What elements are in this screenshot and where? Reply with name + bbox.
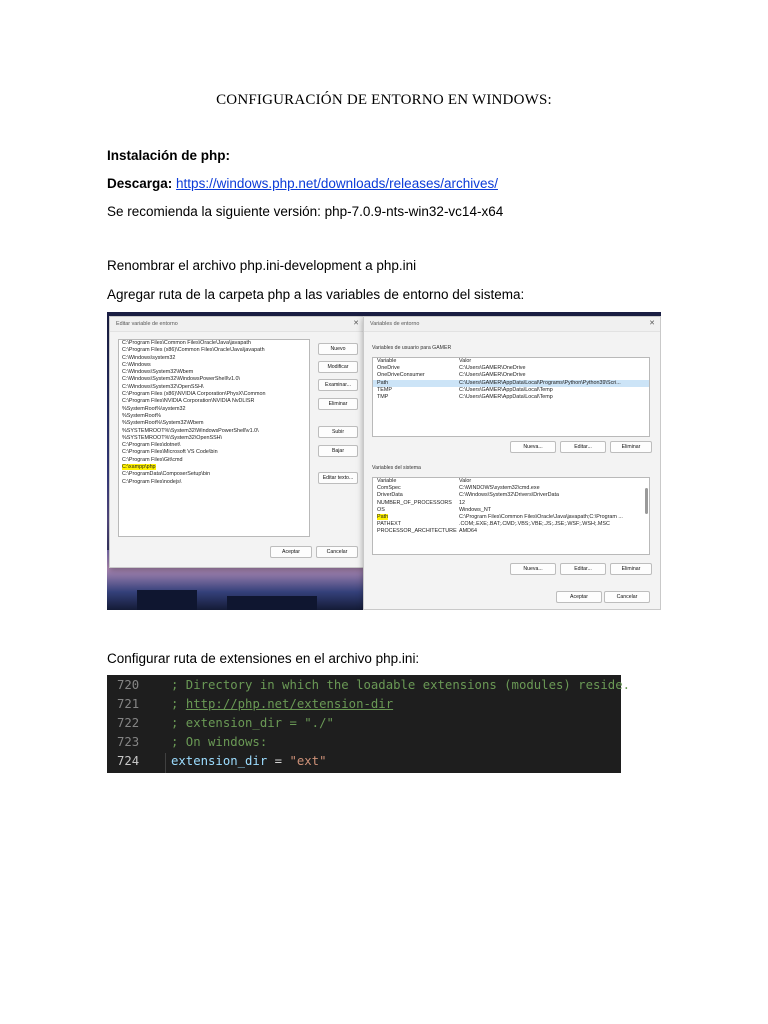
delete-button[interactable]: Eliminar <box>318 398 358 410</box>
table-row[interactable]: PATHEXT .COM;.EXE;.BAT;.CMD;.VBS;.VBE;.JS;.JSE;.WSF;.WSH;.MSC <box>377 521 610 528</box>
code-line <box>107 714 621 733</box>
table-row[interactable]: NUMBER_OF_PROCESSORS 12 <box>377 499 465 506</box>
new-button[interactable]: Nuevo <box>318 343 358 355</box>
user-new-button[interactable]: Nueva... <box>510 441 556 453</box>
path-list-item[interactable]: C:\Program Files\NVIDIA Corporation\NVIDIA NvDLISR <box>122 398 255 405</box>
dialog-title: Variables de entorno <box>370 321 420 327</box>
path-list-item[interactable]: C:\Windows\System32\WindowsPowerShell\v1.0\ <box>122 376 241 383</box>
path-list-item[interactable]: C:\Windows\system32 <box>122 354 176 361</box>
recommend-text: Se recomienda la siguiente versión: php-7.0.9-nts-win32-vc14-x64 <box>107 204 504 219</box>
path-list-item[interactable]: C:\Windows <box>122 361 151 368</box>
code-comment: ; On windows: <box>171 735 268 749</box>
system-vars-table[interactable] <box>372 477 650 555</box>
ok-button[interactable]: Aceptar <box>556 591 602 603</box>
ok-button[interactable]: Aceptar <box>270 546 312 558</box>
line-number: 722 <box>117 716 140 730</box>
table-row[interactable]: PROCESSOR_ARCHITECTURE AMD64 <box>377 528 477 535</box>
code-link[interactable]: http://php.net/extension-dir <box>185 697 394 711</box>
edit-variable-dialog <box>109 316 365 568</box>
table-row[interactable]: TMP C:\Users\GAMER\AppData\Local\Temp <box>377 393 553 400</box>
code-line <box>107 733 621 752</box>
code-comment: ; Directory in which the loadable extensions (modules) reside. <box>171 678 631 692</box>
line-number: 720 <box>117 678 140 692</box>
add-path-text: Agregar ruta de la carpeta php a las variables de entorno del sistema: <box>107 287 525 302</box>
document-title: CONFIGURACIÓN DE ENTORNO EN WINDOWS: <box>216 92 552 108</box>
dialog-titlebar <box>110 317 364 332</box>
code-line-active <box>107 752 621 771</box>
table-row[interactable]: OneDrive C:\Users\GAMER\OneDrive <box>377 365 526 372</box>
cancel-button[interactable]: Cancelar <box>604 591 650 603</box>
path-list-item[interactable]: %SYSTEMROOT%\System32\OpenSSH\ <box>122 434 223 441</box>
edit-text-button[interactable]: Editar texto... <box>318 472 358 484</box>
user-delete-button[interactable]: Eliminar <box>610 441 652 453</box>
move-up-button[interactable]: Subir <box>318 426 358 438</box>
path-list-item[interactable]: C:\Program Files\nodejs\ <box>122 478 182 485</box>
path-list-item[interactable]: %SYSTEMROOT%\System32\WindowsPowerShell\v1.0\ <box>122 427 259 434</box>
modify-button[interactable]: Modificar <box>318 361 358 373</box>
php-ini-code-block <box>107 675 631 773</box>
close-icon[interactable]: ✕ <box>649 320 655 327</box>
download-link[interactable]: https://windows.php.net/downloads/releases/archives/ <box>176 176 498 191</box>
user-vars-table[interactable] <box>372 357 650 437</box>
path-list-item[interactable]: C:\ProgramData\ComposerSetup\bin <box>122 471 211 478</box>
path-list-item[interactable]: C:\Program Files\Git\cmd <box>122 456 183 463</box>
code-comment: ; http://php.net/extension-dir <box>171 697 394 711</box>
install-heading: Instalación de php: <box>107 148 231 163</box>
rename-text: Renombrar el archivo php.ini-development a php.ini <box>107 258 417 273</box>
close-icon[interactable]: ✕ <box>353 320 359 327</box>
table-row[interactable]: OneDriveConsumer C:\Users\GAMER\OneDrive <box>377 372 526 379</box>
path-list-item[interactable]: C:\Program Files\Common Files\Oracle\Java\javapath <box>122 340 251 346</box>
path-list-item[interactable]: %SystemRoot%\System32\Wbem <box>122 420 204 427</box>
dialog-titlebar <box>364 317 660 332</box>
table-header: Variable Valor <box>377 478 472 484</box>
env-variables-screenshot <box>107 312 661 610</box>
line-number: 721 <box>117 697 140 711</box>
download-line <box>107 176 498 191</box>
path-list-item[interactable]: C:\Program Files (x86)\NVIDIA Corporation\PhysX\Common <box>122 391 266 398</box>
code-line <box>107 695 621 714</box>
path-list-item[interactable]: C:\xampp\php <box>122 464 156 471</box>
user-edit-button[interactable]: Editar... <box>560 441 606 453</box>
table-row[interactable]: Path C:\Users\GAMER\AppData\Local\Programs\Python\Python39\Scri... <box>373 380 649 387</box>
system-new-button[interactable]: Nueva... <box>510 563 556 575</box>
environment-variables-dialog <box>363 316 661 610</box>
code-statement: extension_dir = "ext" <box>171 754 327 768</box>
code-comment: ; extension_dir = "./" <box>171 716 334 730</box>
browse-button[interactable]: Examinar... <box>318 379 358 391</box>
path-list[interactable] <box>118 339 310 537</box>
move-down-button[interactable]: Bajar <box>318 445 358 457</box>
line-number: 724 <box>117 754 140 768</box>
path-list-item[interactable]: %SystemRoot%\system32 <box>122 405 186 412</box>
code-line <box>107 676 631 695</box>
user-vars-label: Variables de usuario para GAMER <box>372 345 452 351</box>
system-vars-label: Variables del sistema <box>372 465 421 471</box>
table-row[interactable]: ComSpec C:\WINDOWS\system32\cmd.exe <box>377 485 540 492</box>
download-label: Descarga: <box>107 176 177 191</box>
path-list-item[interactable]: C:\Program Files\Microsoft VS Code\bin <box>122 449 218 456</box>
table-row[interactable]: Path C:\Program Files\Common Files\Oracle\Java\javapath;C:\Program ... <box>377 513 623 520</box>
path-list-item[interactable]: C:\Program Files\dotnet\ <box>122 442 181 449</box>
path-list-item[interactable]: C:\Windows\System32\Wbem <box>122 369 194 376</box>
table-row[interactable]: OS Windows_NT <box>377 506 492 513</box>
system-edit-button[interactable]: Editar... <box>560 563 606 575</box>
path-list-item[interactable]: %SystemRoot% <box>122 412 161 419</box>
table-row[interactable]: DriverData C:\Windows\System32\Drivers\DriverData <box>377 492 560 499</box>
config-ext-text: Configurar ruta de extensiones en el archivo php.ini: <box>107 651 420 666</box>
dialog-title: Editar variable de entorno <box>116 321 178 327</box>
table-row[interactable]: TEMP C:\Users\GAMER\AppData\Local\Temp <box>377 386 553 393</box>
table-header: Variable Valor <box>377 358 472 364</box>
line-number: 723 <box>117 735 140 749</box>
cancel-button[interactable]: Cancelar <box>316 546 358 558</box>
path-list-item[interactable]: C:\Windows\System32\OpenSSH\ <box>122 383 204 390</box>
system-delete-button[interactable]: Eliminar <box>610 563 652 575</box>
path-list-item[interactable]: C:\Program Files (x86)\Common Files\Oracle\Java\javapath <box>122 347 265 354</box>
